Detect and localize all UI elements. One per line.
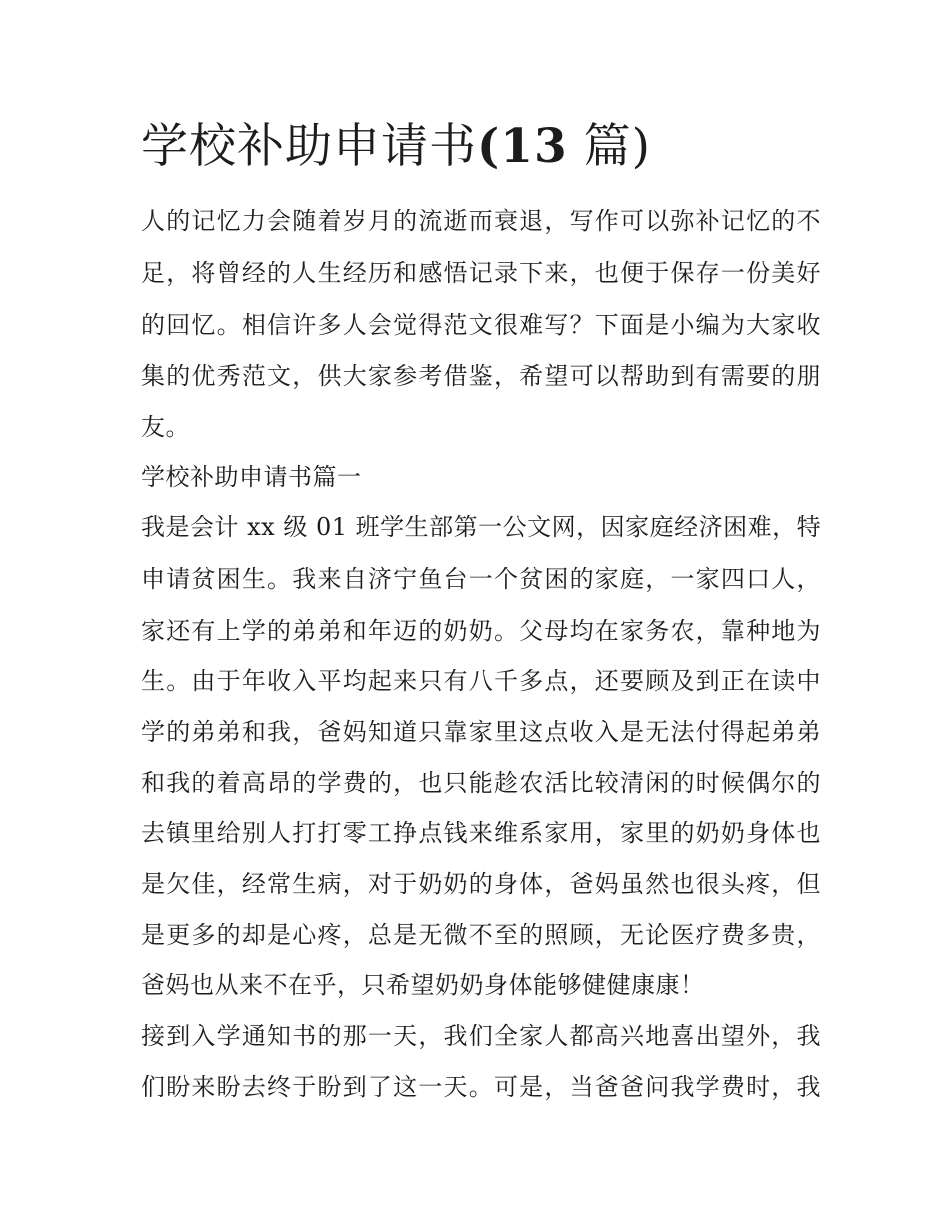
- paragraph-line: 们盼来盼去终于盼到了这一天。可是，当爸爸问我学费时，我: [141, 1073, 821, 1101]
- paragraph-line: 我是会计 xx 级 01 班学生部第一公文网，因家庭经济困难，特: [141, 513, 822, 541]
- intro-line: 集的优秀范文，供大家参考借鉴，希望可以帮助到有需要的朋: [141, 362, 821, 390]
- paragraph-line: 申请贫困生。我来自济宁鱼台一个贫困的家庭，一家四口人，: [141, 565, 821, 593]
- paragraph-line: 家还有上学的弟弟和年迈的奶奶。父母均在家务农，靠种地为: [141, 617, 821, 645]
- paragraph-line: 和我的着高昂的学费的，也只能趁农活比较清闲的时候偶尔的: [141, 769, 821, 797]
- paragraph-line: 是欠佳，经常生病，对于奶奶的身体，爸妈虽然也很头疼，但: [141, 870, 821, 898]
- paragraph-line: 接到入学通知书的那一天，我们全家人都高兴地喜出望外，我: [141, 1022, 821, 1050]
- intro-line: 的回忆。相信许多人会觉得范文很难写？下面是小编为大家收: [141, 311, 821, 339]
- title-count: (13: [477, 119, 568, 174]
- paragraph-line: 是更多的却是心疼，总是无微不至的照顾，无论医疗费多贵，: [141, 921, 821, 949]
- document-title: [141, 112, 841, 182]
- intro-line: 足，将曾经的人生经历和感悟记录下来，也便于保存一份美好: [141, 259, 821, 287]
- paragraph-line: 去镇里给别人打打零工挣点钱来维系家用，家里的奶奶身体也: [141, 819, 821, 847]
- section-heading: 学校补助申请书篇一: [141, 463, 362, 491]
- paragraph-line: 学的弟弟和我，爸妈知道只靠家里这点收入是无法付得起弟弟: [141, 718, 821, 746]
- intro-line: 友。: [141, 413, 190, 441]
- title-text: 学校补助申请书: [141, 119, 477, 174]
- paragraph-line: 爸妈也从来不在乎，只希望奶奶身体能够健健康康！: [141, 971, 705, 999]
- intro-line: 人的记忆力会随着岁月的流逝而衰退，写作可以弥补记忆的不: [141, 207, 821, 235]
- paragraph-line: 生。由于年收入平均起来只有八千多点，还要顾及到正在读中: [141, 667, 821, 695]
- title-suffix: 篇): [583, 119, 651, 174]
